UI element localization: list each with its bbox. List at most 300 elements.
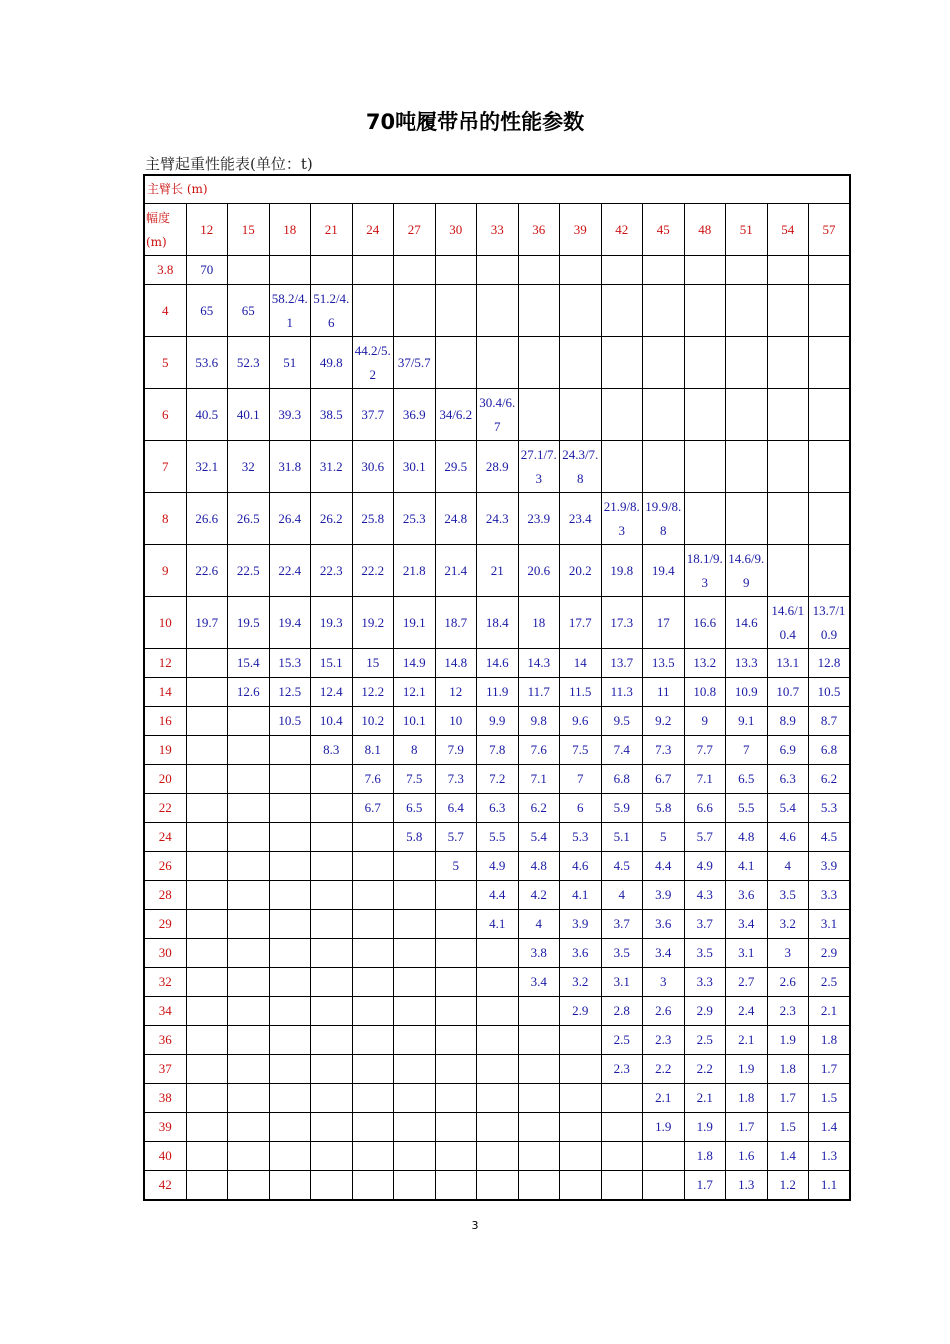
capacity-cell: 13.3 (726, 649, 768, 678)
capacity-cell: 10 (435, 707, 477, 736)
capacity-cell (477, 968, 519, 997)
capacity-cell (726, 389, 768, 441)
capacity-cell: 22.2 (352, 545, 394, 597)
capacity-cell: 6.7 (352, 794, 394, 823)
capacity-cell (311, 256, 353, 285)
capacity-cell: 12.4 (311, 678, 353, 707)
capacity-cell (560, 1142, 602, 1171)
capacity-cell: 2.9 (560, 997, 602, 1026)
capacity-cell: 2.2 (684, 1055, 726, 1084)
capacity-cell: 19.1 (394, 597, 436, 649)
radius-cell: 38 (144, 1084, 186, 1113)
capacity-cell: 13.7/10.9 (809, 597, 851, 649)
capacity-cell (186, 1055, 228, 1084)
capacity-cell (228, 707, 270, 736)
capacity-cell: 5.4 (767, 794, 809, 823)
capacity-cell: 2.5 (601, 1026, 643, 1055)
capacity-cell: 14 (560, 649, 602, 678)
capacity-cell: 6.5 (726, 765, 768, 794)
capacity-cell: 11.5 (560, 678, 602, 707)
capacity-cell: 27.1/7.3 (518, 441, 560, 493)
table-row (144, 337, 850, 389)
capacity-cell: 39.3 (269, 389, 311, 441)
capacity-cell (394, 997, 436, 1026)
capacity-cell (477, 1142, 519, 1171)
capacity-cell: 22.3 (311, 545, 353, 597)
table-row (144, 707, 850, 736)
capacity-cell (767, 545, 809, 597)
capacity-cell (352, 1055, 394, 1084)
capacity-cell: 14.8 (435, 649, 477, 678)
capacity-cell (269, 765, 311, 794)
boom-length-cell: 12 (186, 204, 228, 256)
capacity-cell (228, 1171, 270, 1201)
capacity-cell (601, 1084, 643, 1113)
capacity-cell: 11.3 (601, 678, 643, 707)
capacity-cell (352, 852, 394, 881)
capacity-cell (186, 1084, 228, 1113)
capacity-cell (435, 256, 477, 285)
capacity-cell: 16.6 (684, 597, 726, 649)
capacity-cell (477, 1171, 519, 1201)
radius-cell: 32 (144, 968, 186, 997)
boom-length-cell: 30 (435, 204, 477, 256)
capacity-cell (560, 389, 602, 441)
capacity-cell: 3.9 (643, 881, 685, 910)
boom-length-cell: 51 (726, 204, 768, 256)
capacity-cell (311, 1055, 353, 1084)
capacity-cell (352, 1113, 394, 1142)
capacity-cell: 11.9 (477, 678, 519, 707)
capacity-cell: 1.8 (726, 1084, 768, 1113)
capacity-cell (518, 1026, 560, 1055)
capacity-cell: 28.9 (477, 441, 519, 493)
capacity-cell: 3.4 (518, 968, 560, 997)
capacity-cell: 13.5 (643, 649, 685, 678)
capacity-cell: 13.2 (684, 649, 726, 678)
capacity-cell: 26.5 (228, 493, 270, 545)
capacity-cell (809, 389, 851, 441)
capacity-cell (311, 1142, 353, 1171)
capacity-cell (477, 1055, 519, 1084)
capacity-cell: 6.3 (767, 765, 809, 794)
capacity-cell: 3.7 (684, 910, 726, 939)
capacity-cell (518, 997, 560, 1026)
capacity-cell: 3.2 (767, 910, 809, 939)
capacity-cell: 9.1 (726, 707, 768, 736)
capacity-cell (228, 1113, 270, 1142)
capacity-cell: 31.2 (311, 441, 353, 493)
capacity-cell: 10.5 (809, 678, 851, 707)
capacity-cell: 34/6.2 (435, 389, 477, 441)
capacity-cell: 9 (684, 707, 726, 736)
capacity-cell (186, 997, 228, 1026)
capacity-cell (435, 910, 477, 939)
boom-length-cell: 15 (228, 204, 270, 256)
capacity-cell (560, 285, 602, 337)
radius-cell: 37 (144, 1055, 186, 1084)
capacity-cell: 7.1 (684, 765, 726, 794)
capacity-cell (684, 493, 726, 545)
capacity-cell: 20.6 (518, 545, 560, 597)
capacity-cell (684, 389, 726, 441)
capacity-cell: 7.1 (518, 765, 560, 794)
capacity-cell: 7 (726, 736, 768, 765)
capacity-cell (601, 337, 643, 389)
capacity-cell: 20.2 (560, 545, 602, 597)
capacity-cell: 11 (643, 678, 685, 707)
capacity-cell: 30.6 (352, 441, 394, 493)
capacity-cell (809, 493, 851, 545)
capacity-cell (352, 285, 394, 337)
capacity-cell: 2.1 (726, 1026, 768, 1055)
capacity-cell: 7.6 (518, 736, 560, 765)
capacity-cell: 18 (518, 597, 560, 649)
capacity-cell: 13.1 (767, 649, 809, 678)
capacity-cell: 38.5 (311, 389, 353, 441)
capacity-cell (726, 441, 768, 493)
capacity-cell: 4.4 (643, 852, 685, 881)
capacity-cell: 6.3 (477, 794, 519, 823)
capacity-cell: 7.7 (684, 736, 726, 765)
capacity-cell (311, 1026, 353, 1055)
capacity-cell (643, 256, 685, 285)
capacity-cell (352, 256, 394, 285)
capacity-cell: 5.5 (726, 794, 768, 823)
boom-length-values-row (144, 204, 850, 256)
capacity-cell (643, 441, 685, 493)
boom-length-cell: 42 (601, 204, 643, 256)
capacity-cell: 21 (477, 545, 519, 597)
capacity-cell (311, 910, 353, 939)
capacity-cell: 2.7 (726, 968, 768, 997)
capacity-cell (186, 939, 228, 968)
capacity-cell: 14.6/10.4 (767, 597, 809, 649)
capacity-cell: 10.9 (726, 678, 768, 707)
capacity-cell: 3.6 (726, 881, 768, 910)
capacity-cell (601, 1171, 643, 1201)
capacity-cell (560, 1055, 602, 1084)
capacity-cell (269, 1084, 311, 1113)
capacity-cell: 5.5 (477, 823, 519, 852)
capacity-cell: 4.8 (518, 852, 560, 881)
capacity-cell (518, 1084, 560, 1113)
capacity-cell (643, 389, 685, 441)
capacity-cell: 19.4 (643, 545, 685, 597)
capacity-cell: 18.4 (477, 597, 519, 649)
capacity-cell (352, 1084, 394, 1113)
capacity-cell (186, 1142, 228, 1171)
capacity-cell (186, 649, 228, 678)
capacity-cell (311, 997, 353, 1026)
capacity-cell: 51.2/4.6 (311, 285, 353, 337)
capacity-cell: 2.3 (601, 1055, 643, 1084)
capacity-cell (518, 1113, 560, 1142)
capacity-cell: 2.1 (684, 1084, 726, 1113)
capacity-cell: 7.5 (560, 736, 602, 765)
capacity-cell: 13.7 (601, 649, 643, 678)
table-row (144, 794, 850, 823)
capacity-cell (311, 881, 353, 910)
capacity-cell: 1.5 (809, 1084, 851, 1113)
capacity-cell (435, 285, 477, 337)
boom-length-cell: 45 (643, 204, 685, 256)
capacity-cell: 12 (435, 678, 477, 707)
capacity-cell: 4.1 (726, 852, 768, 881)
capacity-cell: 2.6 (643, 997, 685, 1026)
capacity-cell: 9.2 (643, 707, 685, 736)
capacity-cell: 1.6 (726, 1142, 768, 1171)
radius-cell: 3.8 (144, 256, 186, 285)
radius-corner-header (144, 204, 186, 256)
capacity-cell: 7.3 (643, 736, 685, 765)
capacity-cell: 8.7 (809, 707, 851, 736)
capacity-cell (269, 852, 311, 881)
capacity-cell: 6.6 (684, 794, 726, 823)
capacity-cell: 8.3 (311, 736, 353, 765)
capacity-cell: 4.2 (518, 881, 560, 910)
capacity-cell: 3 (767, 939, 809, 968)
capacity-cell: 1.3 (809, 1142, 851, 1171)
capacity-cell (435, 1113, 477, 1142)
capacity-cell: 53.6 (186, 337, 228, 389)
capacity-cell: 26.2 (311, 493, 353, 545)
capacity-cell: 2.3 (643, 1026, 685, 1055)
radius-cell: 10 (144, 597, 186, 649)
capacity-cell: 3.8 (518, 939, 560, 968)
capacity-cell: 5.4 (518, 823, 560, 852)
radius-cell: 42 (144, 1171, 186, 1201)
capacity-cell (477, 337, 519, 389)
radius-cell: 29 (144, 910, 186, 939)
table-row (144, 1142, 850, 1171)
capacity-cell: 2.6 (767, 968, 809, 997)
capacity-cell (726, 337, 768, 389)
capacity-cell: 7.8 (477, 736, 519, 765)
capacity-cell: 3.6 (643, 910, 685, 939)
capacity-cell (186, 823, 228, 852)
capacity-cell: 3.9 (560, 910, 602, 939)
capacity-cell (269, 1113, 311, 1142)
capacity-cell: 4.1 (560, 881, 602, 910)
table-row (144, 852, 850, 881)
capacity-cell (477, 997, 519, 1026)
capacity-cell (518, 1142, 560, 1171)
capacity-cell: 10.7 (767, 678, 809, 707)
table-row (144, 1084, 850, 1113)
table-row (144, 736, 850, 765)
capacity-cell (684, 285, 726, 337)
capacity-cell (809, 256, 851, 285)
capacity-cell: 7.4 (601, 736, 643, 765)
capacity-cell (269, 939, 311, 968)
table-row (144, 285, 850, 337)
capacity-cell: 30.4/6.7 (477, 389, 519, 441)
capacity-cell (311, 939, 353, 968)
table-caption: 主臂起重性能表(单位：t) (145, 155, 313, 173)
capacity-cell (228, 997, 270, 1026)
capacity-cell: 4.9 (684, 852, 726, 881)
capacity-cell (477, 1026, 519, 1055)
capacity-cell (643, 337, 685, 389)
capacity-cell (394, 852, 436, 881)
capacity-cell (269, 968, 311, 997)
capacity-cell (186, 1026, 228, 1055)
capacity-cell: 2.8 (601, 997, 643, 1026)
capacity-cell (560, 1113, 602, 1142)
capacity-cell: 24.3 (477, 493, 519, 545)
boom-length-cell: 18 (269, 204, 311, 256)
capacity-cell (352, 1142, 394, 1171)
capacity-cell: 8.9 (767, 707, 809, 736)
capacity-cell (352, 968, 394, 997)
capacity-cell: 25.3 (394, 493, 436, 545)
capacity-cell: 3.6 (560, 939, 602, 968)
capacity-cell: 14.9 (394, 649, 436, 678)
capacity-cell: 23.9 (518, 493, 560, 545)
capacity-cell (311, 794, 353, 823)
table-row (144, 597, 850, 649)
capacity-cell: 5 (643, 823, 685, 852)
capacity-cell: 5.3 (809, 794, 851, 823)
capacity-cell (394, 1026, 436, 1055)
capacity-cell: 70 (186, 256, 228, 285)
capacity-cell: 37.7 (352, 389, 394, 441)
radius-cell: 39 (144, 1113, 186, 1142)
capacity-cell (269, 910, 311, 939)
capacity-cell (394, 1084, 436, 1113)
capacity-cell: 6.8 (809, 736, 851, 765)
table-row (144, 545, 850, 597)
capacity-cell (311, 823, 353, 852)
capacity-cell: 15.1 (311, 649, 353, 678)
capacity-cell: 31.8 (269, 441, 311, 493)
capacity-cell (269, 794, 311, 823)
capacity-cell: 12.2 (352, 678, 394, 707)
boom-length-header: 主臂长 (m) (144, 175, 850, 204)
capacity-cell (269, 881, 311, 910)
capacity-cell: 18.7 (435, 597, 477, 649)
capacity-cell: 4.4 (477, 881, 519, 910)
capacity-cell (435, 939, 477, 968)
capacity-cell (643, 1171, 685, 1201)
capacity-cell: 2.1 (643, 1084, 685, 1113)
radius-cell: 12 (144, 649, 186, 678)
capacity-cell: 21.9/8.3 (601, 493, 643, 545)
capacity-cell (186, 736, 228, 765)
capacity-cell (311, 1113, 353, 1142)
capacity-cell: 4 (601, 881, 643, 910)
capacity-cell: 6.7 (643, 765, 685, 794)
capacity-cell: 11.7 (518, 678, 560, 707)
capacity-cell (186, 881, 228, 910)
capacity-cell: 1.5 (767, 1113, 809, 1142)
capacity-cell (809, 285, 851, 337)
capacity-cell: 1.7 (767, 1084, 809, 1113)
capacity-cell (394, 1142, 436, 1171)
capacity-cell (435, 1142, 477, 1171)
capacity-cell (228, 1142, 270, 1171)
radius-cell: 4 (144, 285, 186, 337)
capacity-cell (435, 337, 477, 389)
capacity-cell (767, 256, 809, 285)
boom-length-cell: 33 (477, 204, 519, 256)
capacity-cell: 3.5 (767, 881, 809, 910)
capacity-cell (435, 1026, 477, 1055)
radius-cell: 36 (144, 1026, 186, 1055)
capacity-cell: 19.5 (228, 597, 270, 649)
capacity-cell: 15.3 (269, 649, 311, 678)
capacity-cell: 3 (643, 968, 685, 997)
capacity-cell: 22.5 (228, 545, 270, 597)
capacity-cell (186, 1113, 228, 1142)
capacity-cell (352, 939, 394, 968)
capacity-cell: 12.8 (809, 649, 851, 678)
capacity-cell: 8.1 (352, 736, 394, 765)
capacity-cell: 4.3 (684, 881, 726, 910)
capacity-cell: 3.7 (601, 910, 643, 939)
capacity-cell: 37/5.7 (394, 337, 436, 389)
capacity-cell (228, 939, 270, 968)
capacity-cell: 5 (435, 852, 477, 881)
capacity-cell (394, 968, 436, 997)
capacity-cell: 52.3 (228, 337, 270, 389)
capacity-cell: 49.8 (311, 337, 353, 389)
capacity-cell: 2.5 (684, 1026, 726, 1055)
capacity-cell: 1.8 (809, 1026, 851, 1055)
capacity-cell (518, 1171, 560, 1201)
capacity-cell: 7.5 (394, 765, 436, 794)
capacity-cell (809, 441, 851, 493)
capacity-cell: 17.7 (560, 597, 602, 649)
capacity-cell: 3.5 (601, 939, 643, 968)
capacity-cell: 9.8 (518, 707, 560, 736)
capacity-cell (643, 1142, 685, 1171)
capacity-cell (352, 1171, 394, 1201)
table-row (144, 1171, 850, 1201)
capacity-cell: 23.4 (560, 493, 602, 545)
capacity-cell (228, 968, 270, 997)
capacity-cell: 14.6 (726, 597, 768, 649)
capacity-cell (518, 337, 560, 389)
capacity-cell (726, 256, 768, 285)
capacity-cell: 22.6 (186, 545, 228, 597)
capacity-cell: 2.1 (809, 997, 851, 1026)
capacity-cell: 7.6 (352, 765, 394, 794)
radius-cell: 8 (144, 493, 186, 545)
capacity-cell: 1.7 (684, 1171, 726, 1201)
capacity-cell: 21.4 (435, 545, 477, 597)
capacity-cell: 2.9 (684, 997, 726, 1026)
page-title: 70吨履带吊的性能参数 (365, 110, 585, 134)
capacity-cell (394, 910, 436, 939)
radius-cell: 30 (144, 939, 186, 968)
radius-cell: 22 (144, 794, 186, 823)
table-row (144, 1026, 850, 1055)
capacity-cell: 10.2 (352, 707, 394, 736)
capacity-cell (186, 678, 228, 707)
capacity-cell (352, 997, 394, 1026)
capacity-cell: 19.9/8.8 (643, 493, 685, 545)
capacity-cell (601, 389, 643, 441)
capacity-cell: 19.2 (352, 597, 394, 649)
capacity-cell (767, 441, 809, 493)
corner-label-radius: 幅度 (146, 210, 171, 225)
capacity-cell: 5.7 (435, 823, 477, 852)
capacity-cell (311, 968, 353, 997)
capacity-cell (560, 256, 602, 285)
capacity-cell: 2.4 (726, 997, 768, 1026)
